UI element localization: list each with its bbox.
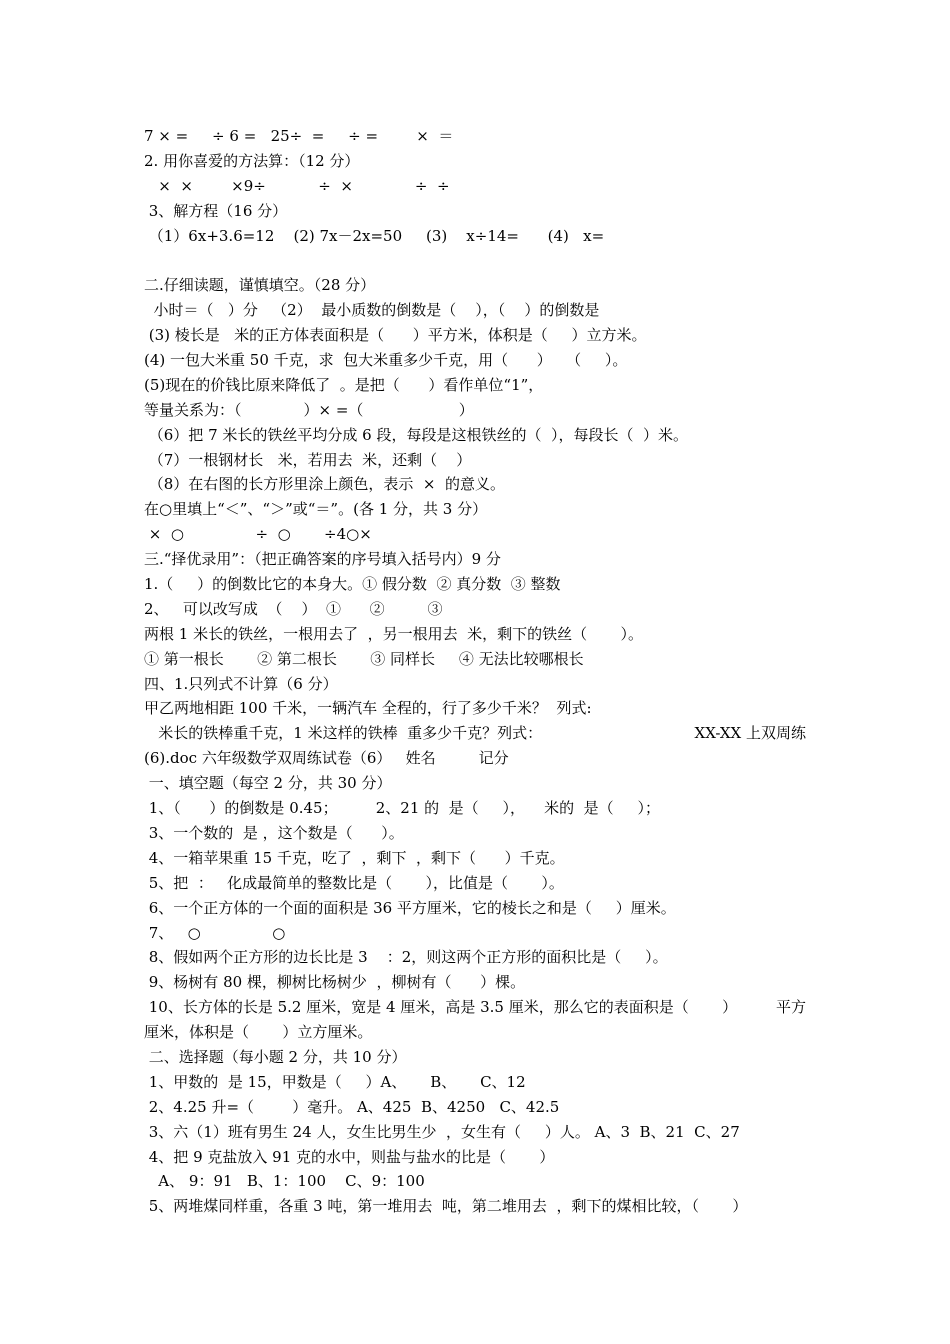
text-line: 6、一个正方体的一个面的面积是 36 平方厘米，它的棱长之和是（ ）厘米。 — [144, 898, 676, 917]
text-line: 4、一箱苹果重 15 千克，吃了 ，剩下 ，剩下（ ）千克。 — [144, 848, 565, 867]
text-line: 9、杨树有 80 棵，柳树比杨树少 ，柳树有（ ）棵。 — [144, 973, 526, 992]
text-line-right: 平方 — [775, 998, 806, 1017]
text-line: 7 × = ÷ 6 = 25÷ = ÷ = × ＝ — [144, 127, 454, 145]
text-line: (5)现在的价钱比原来降低了 。是把（ ）看作单位“1”， — [144, 375, 544, 394]
text-line: × ○ ÷ ○ ÷4○× — [144, 525, 372, 544]
section-heading: 一、填空题（每空 2 分，共 30 分） — [144, 774, 392, 793]
text-line: 1、甲数的 是 15，甲数是（ ）A、 B、 C、12 — [144, 1072, 526, 1091]
text-line: （6）把 7 米长的铁丝平均分成 6 段，每段是这根铁丝的（ ），每段长（ ）米。 — [144, 425, 689, 444]
text-line-left: 10、长方体的长是 5.2 厘米，宽是 4 厘米，高是 3.5 厘米，那么它的表面积是（ ） — [144, 998, 738, 1017]
text-line: 8、假如两个正方形的边长比是 3 ：2，则这两个正方形的面积比是（ ）。 — [144, 948, 668, 967]
document-body — [144, 124, 824, 1219]
text-line: 2、 可以改写成 （ ） ① ② ③ — [144, 599, 443, 618]
text-line: 1.（ ）的倒数比它的本身大。① 假分数 ② 真分数 ③ 整数 — [144, 575, 561, 594]
text-line: 2、4.25 升=（ ）毫升。 A、425 B、4250 C、42.5 — [144, 1097, 560, 1116]
text-line: 小时＝（ ）分 （2） 最小质数的倒数是（ ），（ ）的倒数是 — [144, 301, 600, 320]
section-heading: 二.仔细读题，谨慎填空。（28 分） — [144, 276, 376, 295]
text-line: （7）一根钢材长 米，若用去 米，还剩（ ） — [144, 450, 472, 469]
document-title-line: (6).doc 六年级数学双周练试卷（6） 姓名 记分 — [144, 749, 509, 768]
text-line: 在○里填上“＜”、“＞”或“＝”。(各 1 分，共 3 分） — [144, 500, 488, 519]
section-heading: 四、1.只列式不计算（6 分） — [144, 674, 338, 693]
text-line: 1、（ ）的倒数是 0.45； 2、21 的 是（ ）， 米的 是（ ）； — [144, 799, 660, 818]
text-line: （8）在右图的长方形里涂上颜色，表示 × 的意义。 — [144, 475, 505, 494]
text-line: 4、把 9 克盐放入 91 克的水中，则盐与盐水的比是（ ） — [144, 1147, 555, 1166]
section-heading: 三.“择优录用”：（把正确答案的序号填入括号内）9 分 — [144, 550, 501, 569]
text-line-split — [144, 995, 806, 1020]
text-line: 甲乙两地相距 100 千米，一辆汽车 全程的，行了多少千米？ 列式: — [144, 699, 592, 718]
text-line: 3、解方程（16 分） — [144, 201, 288, 220]
text-line-left: 米长的铁棒重千克，1 米这样的铁棒 重多少千克？列式： — [144, 724, 543, 743]
text-line: ① 第一根长 ② 第二根长 ③ 同样长 ④ 无法比较哪根长 — [144, 649, 584, 668]
text-line: × × ×9÷ ÷ × ÷ ÷ — [144, 176, 450, 195]
text-line: A、 9：91 B、1：100 C、9：100 — [144, 1172, 425, 1191]
text-line: 2. 用你喜爱的方法算：（12 分） — [144, 151, 360, 170]
text-line: 5、把 ： 化成最简单的整数比是（ ），比值是（ ）。 — [144, 873, 564, 892]
text-line-right: XX-XX 上双周练 — [694, 724, 806, 743]
text-line: 3、六（1）班有男生 24 人，女生比男生少 ，女生有（ ）人。 A、3 B、21 C、27 — [144, 1122, 740, 1141]
text-line: 5、两堆煤同样重，各重 3 吨，第一堆用去 吨，第二堆用去 ，剩下的煤相比较，（ ） — [144, 1197, 748, 1216]
text-line: 厘米，体积是（ ）立方厘米。 — [144, 1023, 373, 1042]
text-line: 等量关系为：（ ）× =（ ） — [144, 400, 474, 419]
text-line: (3) 棱长是 米的正方体表面积是（ ）平方米，体积是（ ）立方米。 — [144, 326, 647, 345]
blank-line — [144, 248, 824, 273]
text-line-split — [144, 721, 806, 746]
text-line: 7、 ○ ○ — [144, 923, 286, 942]
text-line: 3、一个数的 是 ，这个数是（ ）。 — [144, 823, 404, 842]
text-line: (4) 一包大米重 50 千克，求 包大米重多少千克，用（ ） （ ）。 — [144, 351, 628, 370]
section-heading: 二、选择题（每小题 2 分，共 10 分） — [144, 1047, 407, 1066]
text-line: （1）6x+3.6=12 (2) 7x－2x=50 (3) x÷14= (4) x= — [144, 226, 605, 245]
text-line: 两根 1 米长的铁丝，一根用去了 ，另一根用去 米，剩下的铁丝（ ）。 — [144, 624, 644, 643]
